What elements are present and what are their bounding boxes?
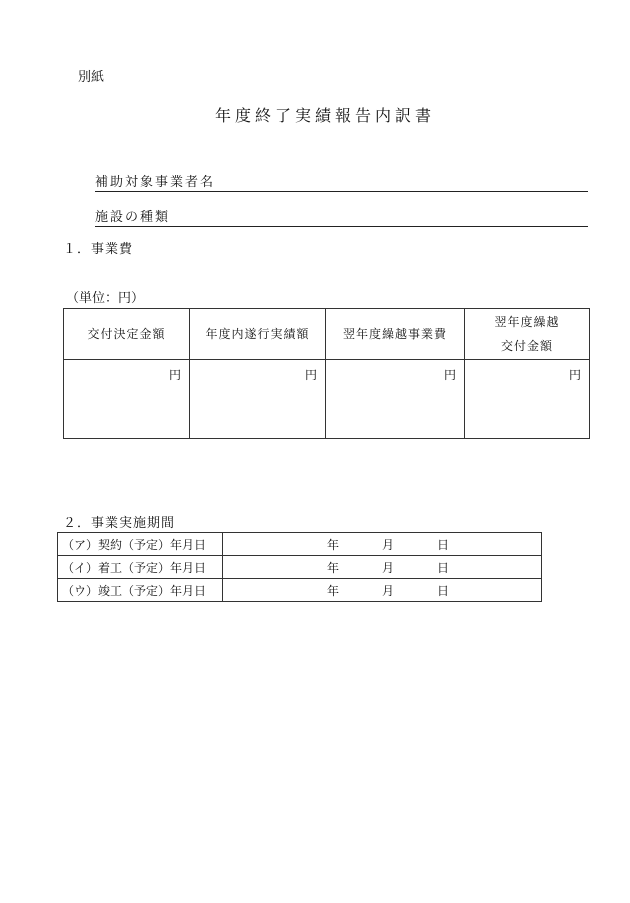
- completion-date-cell[interactable]: [223, 579, 542, 602]
- carryover-project-cost-cell[interactable]: [326, 360, 465, 439]
- cost-table-header-row: [64, 309, 590, 360]
- document-title: 年度終了実績報告内訳書: [214, 106, 435, 125]
- operator-name-label: 補助対象事業者名: [95, 175, 216, 190]
- col-header-carryover-project-cost: 翌年度繰越事業費: [326, 309, 465, 360]
- year-unit: 年: [327, 584, 340, 598]
- section-heading-project-cost: １．事業費: [63, 242, 134, 257]
- yen-unit: 円: [443, 368, 456, 382]
- year-unit: 年: [327, 538, 340, 552]
- facility-type-label: 施設の種類: [95, 210, 171, 225]
- implementation-period-table: [57, 532, 542, 602]
- construction-start-date-label: （イ）着工（予定）年月日: [58, 556, 223, 579]
- col-header-carryover-grant-amount: [465, 309, 590, 360]
- construction-start-date-cell[interactable]: [223, 556, 542, 579]
- table-row: [58, 579, 542, 602]
- in-year-performance-amount-cell[interactable]: [190, 360, 326, 439]
- table-row: [58, 556, 542, 579]
- yen-unit: 円: [168, 368, 181, 382]
- section-heading-implementation-period: ２．事業実施期間: [63, 516, 176, 531]
- grant-decision-amount-cell[interactable]: [64, 360, 190, 439]
- contract-date-cell[interactable]: [223, 533, 542, 556]
- col-header-carryover-grant-line2: 交付金額: [500, 339, 553, 353]
- document-label: 別紙: [78, 70, 105, 85]
- table-row: [58, 533, 542, 556]
- yen-unit: 円: [568, 368, 581, 382]
- cost-table-value-row: [64, 360, 590, 439]
- col-header-in-year-performance-amount: 年度内遂行実績額: [190, 309, 326, 360]
- day-unit: 日: [437, 561, 450, 575]
- completion-date-label: （ウ）竣工（予定）年月日: [58, 579, 223, 602]
- day-unit: 日: [437, 584, 450, 598]
- carryover-grant-amount-cell[interactable]: [465, 360, 590, 439]
- project-cost-table: [63, 308, 590, 439]
- yen-unit: 円: [304, 368, 317, 382]
- month-unit: 月: [382, 538, 395, 552]
- col-header-grant-decision-amount: 交付決定金額: [64, 309, 190, 360]
- facility-type-field: [95, 206, 588, 227]
- operator-name-field: [95, 171, 588, 192]
- unit-note: （単位：円）: [66, 291, 145, 306]
- year-unit: 年: [327, 561, 340, 575]
- contract-date-label: （ア）契約（予定）年月日: [58, 533, 223, 556]
- month-unit: 月: [382, 584, 395, 598]
- month-unit: 月: [382, 561, 395, 575]
- col-header-carryover-grant-line1: 翌年度繰越: [494, 315, 560, 329]
- day-unit: 日: [437, 538, 450, 552]
